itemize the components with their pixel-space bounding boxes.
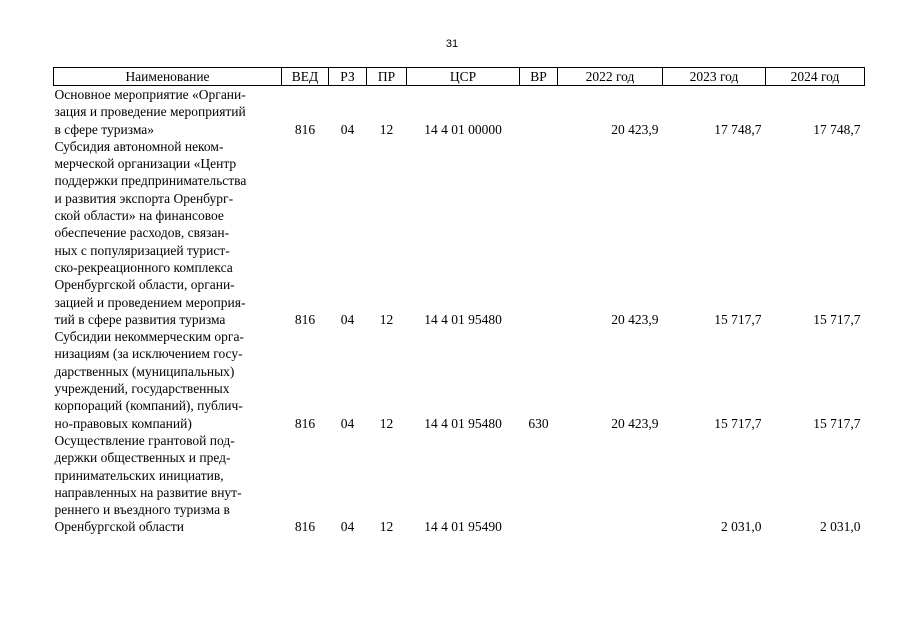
budget-table <box>53 67 865 536</box>
row-vr: 630 <box>528 415 549 431</box>
page-number: 31 <box>445 38 459 50</box>
row-2023: 2 031,0 <box>721 519 762 535</box>
row-2024: 17 748,7 <box>813 121 861 137</box>
header-ved: ВЕД <box>282 68 329 86</box>
row-ved: 816 <box>294 311 316 327</box>
row-rz: 04 <box>340 311 355 327</box>
header-2023: 2023 год <box>663 68 766 86</box>
row-pr: 12 <box>379 121 394 137</box>
header-vr: ВР <box>520 68 558 86</box>
row-name: Субсидия автономной неком- мерческой организации «Центр поддержки предпринимательства и развития экспорта Оренбург- ской области» на финансовое обеспечение расходов, связан- ных с популяризацией турист- ско-рекреационного комплекса Оренбургской области, органи- зацией и проведением мероприя- тий в сфере развития туризма <box>54 138 247 327</box>
row-2024: 15 717,7 <box>813 415 861 431</box>
header-2022: 2022 год <box>558 68 663 86</box>
table-row <box>54 432 865 536</box>
row-ved: 816 <box>294 121 316 137</box>
table-row <box>54 86 865 138</box>
row-2023: 17 748,7 <box>714 121 762 137</box>
row-csr: 14 4 01 95480 <box>424 415 502 431</box>
row-vr <box>520 432 558 536</box>
row-name: Осуществление грантовой под- держки общественных и пред- принимательских инициатив, направленных на развитие внут- реннего и въездного туризма в Оренбургской области <box>54 432 242 535</box>
row-2023: 15 717,7 <box>714 311 762 327</box>
table-row <box>54 328 865 432</box>
header-2024: 2024 год <box>766 68 865 86</box>
row-name: Основное мероприятие «Органи- зация и проведение мероприятий в сфере туризма» <box>54 87 246 137</box>
table-row <box>54 138 865 328</box>
row-pr: 12 <box>379 415 394 431</box>
row-ved: 816 <box>294 415 316 431</box>
row-2024: 15 717,7 <box>813 311 861 327</box>
row-ved: 816 <box>294 519 316 535</box>
header-csr: ЦСР <box>407 68 520 86</box>
header-row <box>54 68 865 86</box>
row-vr <box>520 138 558 328</box>
row-csr: 14 4 01 00000 <box>424 121 502 137</box>
header-name: Наименование <box>54 68 282 86</box>
row-rz: 04 <box>340 519 355 535</box>
row-pr: 12 <box>379 311 394 327</box>
header-rz: РЗ <box>329 68 367 86</box>
row-2024: 2 031,0 <box>820 519 861 535</box>
row-name: Субсидии некоммерческим орга- низациям (за исключением госу- дарственных (муниципальных) учреждений, государственных корпораций (компаний), публич- но-правовых компаний) <box>54 329 244 431</box>
row-2022: 20 423,9 <box>611 415 659 431</box>
row-pr: 12 <box>379 519 394 535</box>
row-2022: 20 423,9 <box>611 121 659 137</box>
row-2022 <box>558 432 663 536</box>
header-pr: ПР <box>367 68 407 86</box>
row-csr: 14 4 01 95490 <box>424 519 502 535</box>
row-vr <box>520 86 558 138</box>
row-rz: 04 <box>340 415 355 431</box>
row-csr: 14 4 01 95480 <box>424 311 502 327</box>
row-2023: 15 717,7 <box>714 415 762 431</box>
row-rz: 04 <box>340 121 355 137</box>
row-2022: 20 423,9 <box>611 311 659 327</box>
